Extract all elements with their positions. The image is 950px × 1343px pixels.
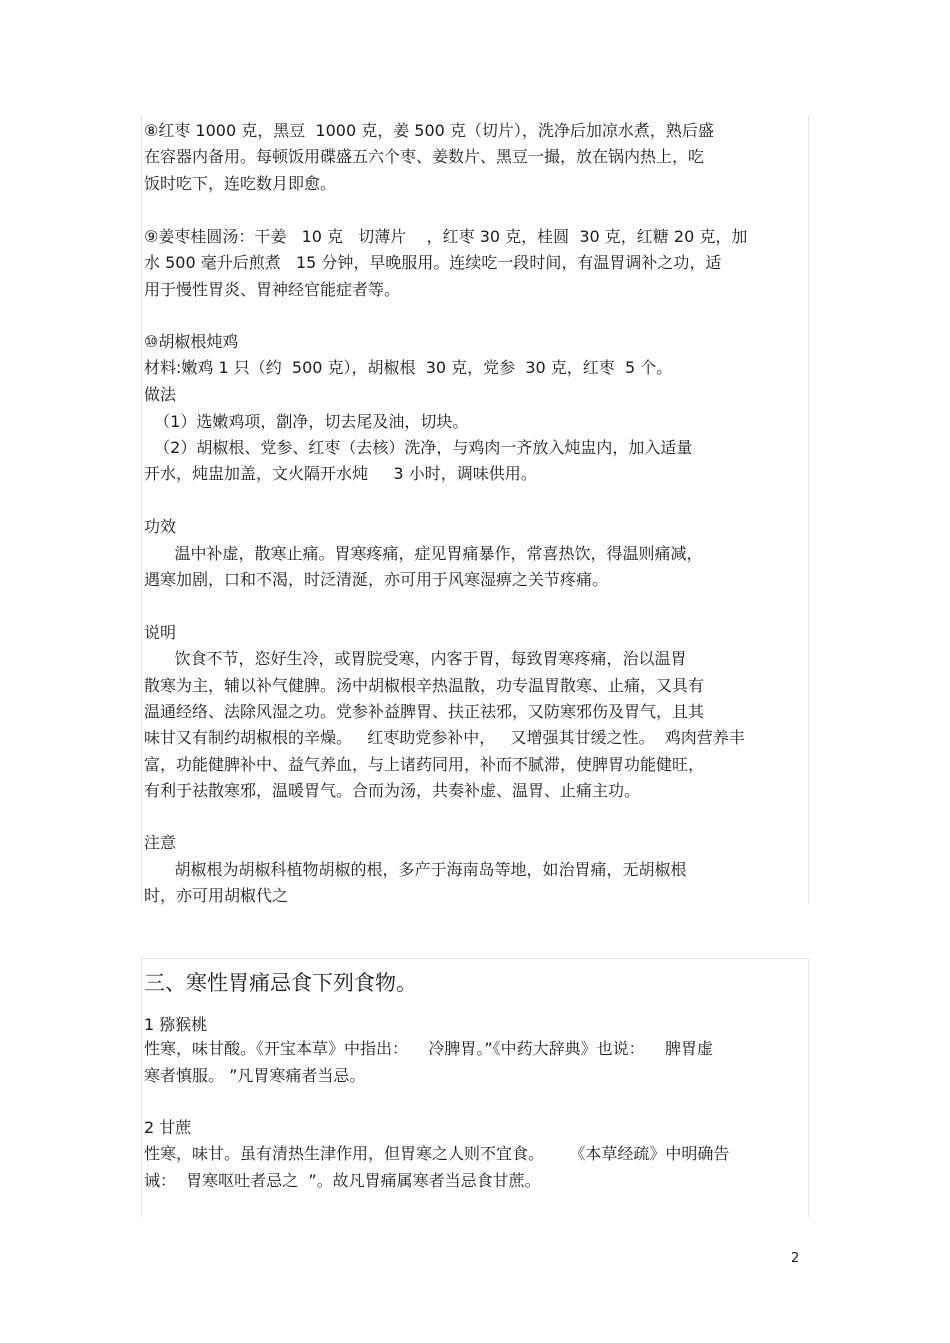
explanation-line-6: 有利于祛散寒邪，温暖胃气。合而为汤，共奏补虚、温胃、止痛主功。 — [144, 781, 641, 800]
explanation-label: 说明 — [144, 623, 177, 642]
recipe-8-line-2: 在容器内备用。每顿饭用碟盛五六个枣、姜数片、黑豆一撮，放在锅内热上，吃 — [144, 147, 705, 166]
recipe-10-step-3: 开水，炖盅加盖，文火隔开水炖 3 小时，调味供用。 — [144, 464, 537, 483]
note-label: 注意 — [144, 833, 177, 852]
effect-line-2: 遇寒加剧，口和不渴，时泛清涎，亦可用于风寒湿痹之关节疼痛。 — [144, 570, 609, 589]
recipe-10-method-label: 做法 — [144, 385, 177, 404]
explanation-line-5: 富，功能健脾补中、益气养血，与上诸药同用，补而不腻滞，使脾胃功能健旺， — [144, 755, 705, 774]
note-line-2: 时，亦可用胡椒代之 — [144, 886, 289, 905]
note-line-1: 胡椒根为胡椒科植物胡椒的根，多产于海南岛等地，如治胃痛，无胡椒根 — [144, 860, 687, 879]
food-1-title: 1 猕猴桃 — [144, 1015, 208, 1034]
effect-line-1: 温中补虚，散寒止痛。胃寒疼痛，症见胃痛暴作，常喜热饮，得温则痛减， — [144, 544, 703, 563]
recipe-8-line-3: 饭时吃下，连吃数月即愈。 — [144, 174, 337, 193]
section-3-heading: 三、寒性胃痛忌食下列食物。 — [144, 971, 417, 995]
effect-label: 功效 — [144, 517, 177, 536]
food-2-title: 2 甘蔗 — [144, 1118, 192, 1137]
food-2-line-1: 性寒，味甘。虽有清热生津作用，但胃寒之人则不宜食。 《本草经疏》中明确告 — [144, 1144, 730, 1163]
recipe-9-line-1: ⑨姜枣桂圆汤：干姜 10 克 切薄片 ，红枣 30 克，桂圆 30 克，红糖 20 克，加 — [144, 227, 748, 246]
explanation-line-3: 温通经络、法除风湿之功。党参补益脾胃、扶正祛邪，又防寒邪伤及胃气，且其 — [144, 702, 705, 721]
recipe-9-line-3: 用于慢性胃炎、胃神经官能症者等。 — [144, 280, 401, 299]
food-1-line-1: 性寒，味甘酸。《开宝本草》中指出： 冷脾胃。”《中药大辞典》也说： 脾胃虚 — [144, 1039, 713, 1058]
explanation-line-2: 散寒为主，辅以补气健脾。汤中胡椒根辛热温散，功专温胃散寒、止痛，又具有 — [144, 676, 705, 695]
page-number: 2 — [791, 1251, 800, 1266]
recipe-10-step-2: （2）胡椒根、党参、红枣（去核）洗净，与鸡肉一齐放入炖盅内，加入适量 — [144, 438, 693, 457]
recipe-9-line-2: 水 500 毫升后煎煮 15 分钟，早晚服用。连续吃一段时间，有温胃调补之功，适 — [144, 253, 722, 272]
recipe-10-title: ⑩胡椒根炖鸡 — [144, 332, 239, 351]
recipe-8-line-1: ⑧红枣 1000 克，黑豆 1000 克，姜 500 克（切片），洗净后加凉水煮，熟后盛 — [144, 121, 714, 140]
food-2-line-2: 诫： 胃寒呕吐者忌之 ”。故凡胃痛属寒者当忌食甘蔗。 — [144, 1171, 541, 1190]
recipe-10-materials: 材料:嫩鸡 1 只（约 500 克），胡椒根 30 克，党参 30 克，红枣 5 个。 — [144, 358, 673, 377]
food-1-line-2: 寒者慎服。 ”凡胃寒痛者当忌。 — [144, 1066, 366, 1085]
explanation-line-4: 味甘又有制约胡椒根的辛燥。 红枣助党参补中， 又增强其甘缓之性。 鸡肉营养丰 — [144, 728, 745, 747]
explanation-line-1: 饮食不节，恣好生冷，或胃脘受寒，内客于胃，每致胃寒疼痛，治以温胃 — [144, 649, 687, 668]
recipe-10-step-1: （1）选嫩鸡项，劏净，切去尾及油，切块。 — [144, 412, 469, 431]
